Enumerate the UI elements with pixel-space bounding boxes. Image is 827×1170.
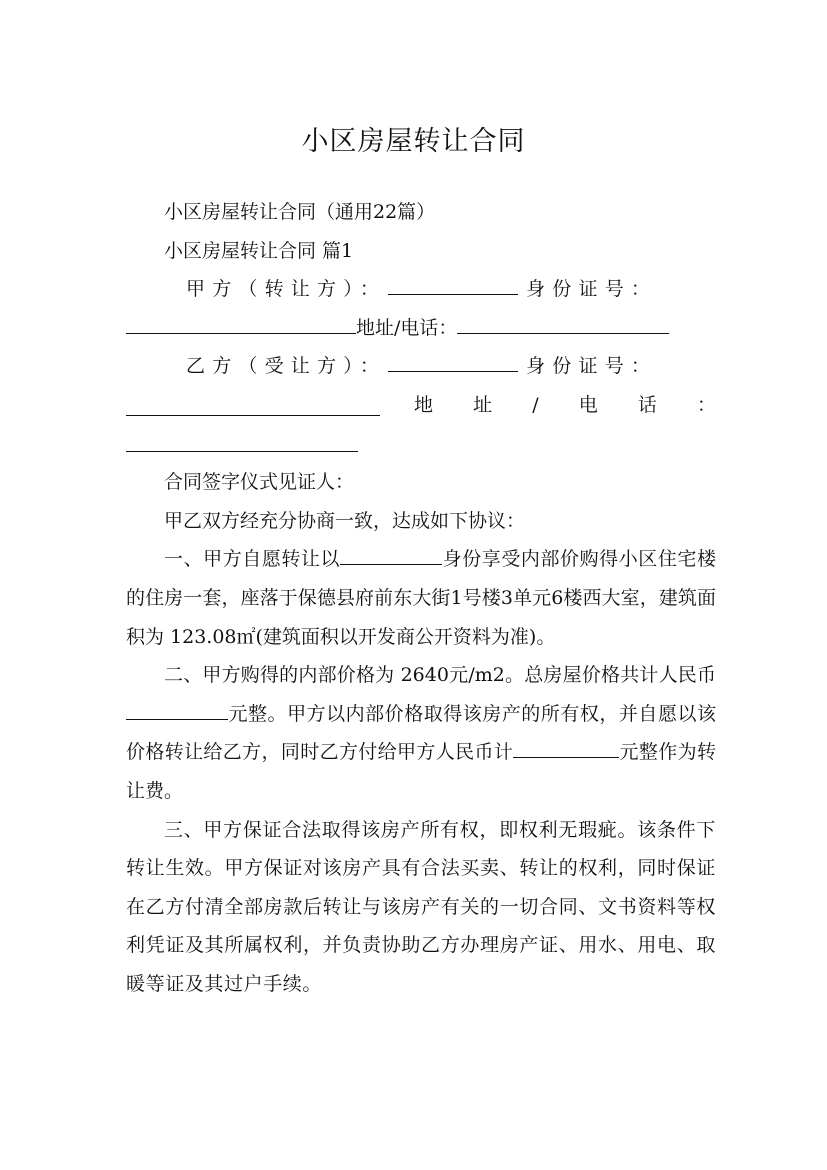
clause-2-total-price-blank: [126, 695, 228, 720]
document-title: 小区房屋转让合同: [301, 126, 526, 158]
party-a-line: [126, 270, 716, 309]
document-body: [126, 193, 716, 1003]
party-a-id-blank: [126, 309, 356, 334]
clause-2-part-1: 二、甲方购得的内部价格为 2640元/m2。总房屋价格共计人民币: [164, 664, 716, 687]
address-char-6: ：: [696, 393, 716, 416]
address-char-5: 话: [637, 393, 657, 416]
address-char-1: 地: [414, 393, 434, 416]
clause-1-part-1: 一、甲方自愿转让以: [164, 548, 341, 571]
party-a-address-blank: [457, 309, 669, 334]
party-b-line: [126, 347, 716, 386]
witness-line: 合同签字仪式见证人：: [164, 471, 355, 494]
party-a-address-line: [126, 309, 716, 348]
address-char-4: 电: [578, 393, 598, 416]
address-char-2: 址: [473, 393, 493, 416]
clause-2: [126, 656, 716, 810]
party-b-address-blank: [126, 427, 358, 452]
party-a-label: 甲方（转让方）：: [186, 278, 387, 301]
party-b-id-label: 身份证号：: [526, 355, 658, 378]
subtitle: 小区房屋转让合同（通用22篇）: [164, 201, 436, 223]
intro-line: 甲乙双方经充分协商一致，达成如下协议：: [164, 509, 526, 532]
party-b-address-blank-row: [126, 425, 716, 464]
address-char-3: /: [532, 393, 539, 416]
clause-2-part-2: 元整。甲方以内部价格取得该房产的所有权，并自愿以该价格转让给乙方，同时乙方付给甲方人民币计: [126, 702, 716, 764]
section-heading: 小区房屋转让合同 篇1: [164, 239, 354, 262]
party-b-name-blank: [388, 347, 518, 372]
party-a-name-blank: [388, 270, 518, 295]
clause-1: [126, 540, 716, 656]
party-b-address-line: [126, 386, 716, 425]
party-b-id-blank: [126, 391, 380, 416]
party-b-label: 乙方（受让方）：: [186, 355, 387, 378]
party-b-address-label: [380, 386, 716, 425]
party-a-id-label: 身份证号：: [526, 278, 658, 301]
clause-2-transfer-fee-blank: [513, 733, 619, 758]
clause-2-part-3: 元整作为转让费。: [126, 741, 716, 802]
clause-1-identity-blank: [340, 540, 442, 565]
party-a-address-label: 地址/电话：: [356, 316, 458, 339]
clause-3: 三、甲方保证合法取得该房产所有权，即权利无瑕疵。该条件下转让生效。甲方保证对该房产具有合法买卖、转让的权利，同时保证在乙方付清全部房款后转让与该房产有关的一切合同、文书资料等权利凭证及其所属权利，并负责协助乙方办理房产证、用水、用电、取暖等证及其过户手续。: [126, 818, 716, 995]
clause-1-part-2: 身份享受内部价购得小区住宅楼的住房一套，座落于保德县府前东大街1号楼3单元6楼西大室，建筑面积为 123.08㎡(建筑面积以开发商公开资料为准)。: [126, 548, 716, 648]
